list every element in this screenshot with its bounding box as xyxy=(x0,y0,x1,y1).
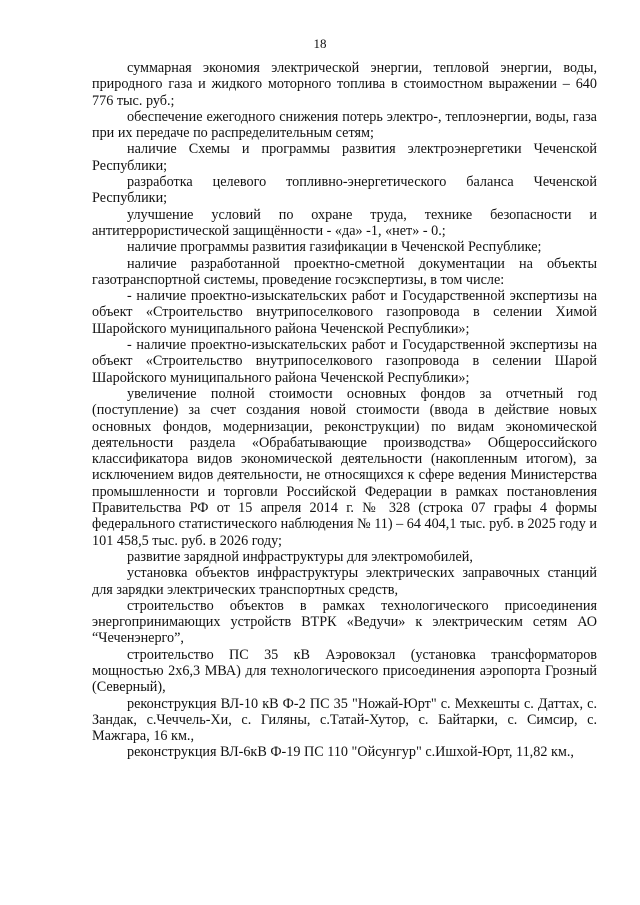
paragraph-airport-substation: строительство ПС 35 кВ Аэровокзал (установка трансформаторов мощностью 2х6,3 МВА) для технологического присоединения аэропорта Грозный (Северный), xyxy=(92,646,597,696)
paragraph-labor-safety: улучшение условий по охране труда, технике безопасности и антитеррористической защищённости - «да» -1, «нет» - 0.; xyxy=(92,206,597,239)
paragraph-power-scheme: наличие Схемы и программы развития электроэнергетики Чеченской Республики; xyxy=(92,141,597,174)
document-body xyxy=(92,60,597,761)
paragraph-fixed-assets: увеличение полной стоимости основных фондов за отчетный год (поступление) за счет создания новой стоимости (ввода в действие новых основных фондов, модернизации, реконструкции) по видам экономической деятельности раздела «Обрабатывающие производства» Общероссийского классификатора видов экономической деятельности (накопленным итогом), за исключением видов деятельности, не относящихся к сфере ведения Министерства промышленности и торговли Российской Федерации в рамках постановления Правительства РФ от 15 апреля 2014 г. № 328 (строка 07 графы 4 формы федерального статистического наблюдения № 11) – 64 404,1 тыс. руб. в 2025 году и 101 458,5 тыс. руб. в 2026 году; xyxy=(92,385,597,549)
paragraph-charging-stations: установка объектов инфраструктуры электрических заправочных станций для зарядки электрических транспортных средств, xyxy=(92,565,597,598)
page-number: 18 xyxy=(313,36,327,51)
paragraph-design-documentation: наличие разработанной проектно-сметной документации на объекты газотранспортной системы, проведение госэкспертизы, в том числе: xyxy=(92,255,597,288)
paragraph-fuel-balance: разработка целевого топливно-энергетического баланса Чеченской Республики; xyxy=(92,174,597,207)
paragraph-khimoy-pipeline: - наличие проектно-изыскательских работ и Государственной экспертизы на объект «Строительство внутрипоселкового газопровода в селении Химой Шаройского муниципального района Чеченской Республики»; xyxy=(92,288,597,337)
paragraph-ev-charging: развитие зарядной инфраструктуры для электромобилей, xyxy=(127,548,473,565)
paragraph-gasification-program: наличие программы развития газификации в Чеченской Республике; xyxy=(127,239,542,256)
paragraph-nozhai-yurt-line: реконструкция ВЛ-10 кВ Ф-2 ПС 35 "Ножай-Юрт" с. Мехкешты с. Даттах, с. Зандак, с.Чеччель-Хи, с. Гиляны, с.Татай-Хутор, с. Байтарки, с. Симсир, с. Мажгара, 16 км., xyxy=(92,695,597,745)
paragraph-oisungur-line: реконструкция ВЛ-6кВ Ф-19 ПС 110 "Ойсунгур" с.Ишхой-Юрт, 11,82 км., xyxy=(127,744,574,761)
paragraph-loss-reduction: обеспечение ежегодного снижения потерь электро-, теплоэнергии, воды, газа при их передаче по распределительным сетям; xyxy=(92,108,597,142)
paragraph-veduchi-connection: строительство объектов в рамках технологического присоединения энергопринимающих устройств ВТРК «Ведучи» к электрическим сетям АО “Чеченэнерго”, xyxy=(92,597,597,647)
paragraph-sharoy-pipeline: - наличие проектно-изыскательских работ и Государственной экспертизы на объект «Строительство внутрипоселкового газопровода в селении Шарой Шаройского муниципального района Чеченской Республики»; xyxy=(92,337,597,386)
paragraph-energy-savings: суммарная экономия электрической энергии, тепловой энергии, воды, природного газа и жидкого моторного топлива в стоимостном выражении – 640 776 тыс. руб.; xyxy=(92,60,597,109)
